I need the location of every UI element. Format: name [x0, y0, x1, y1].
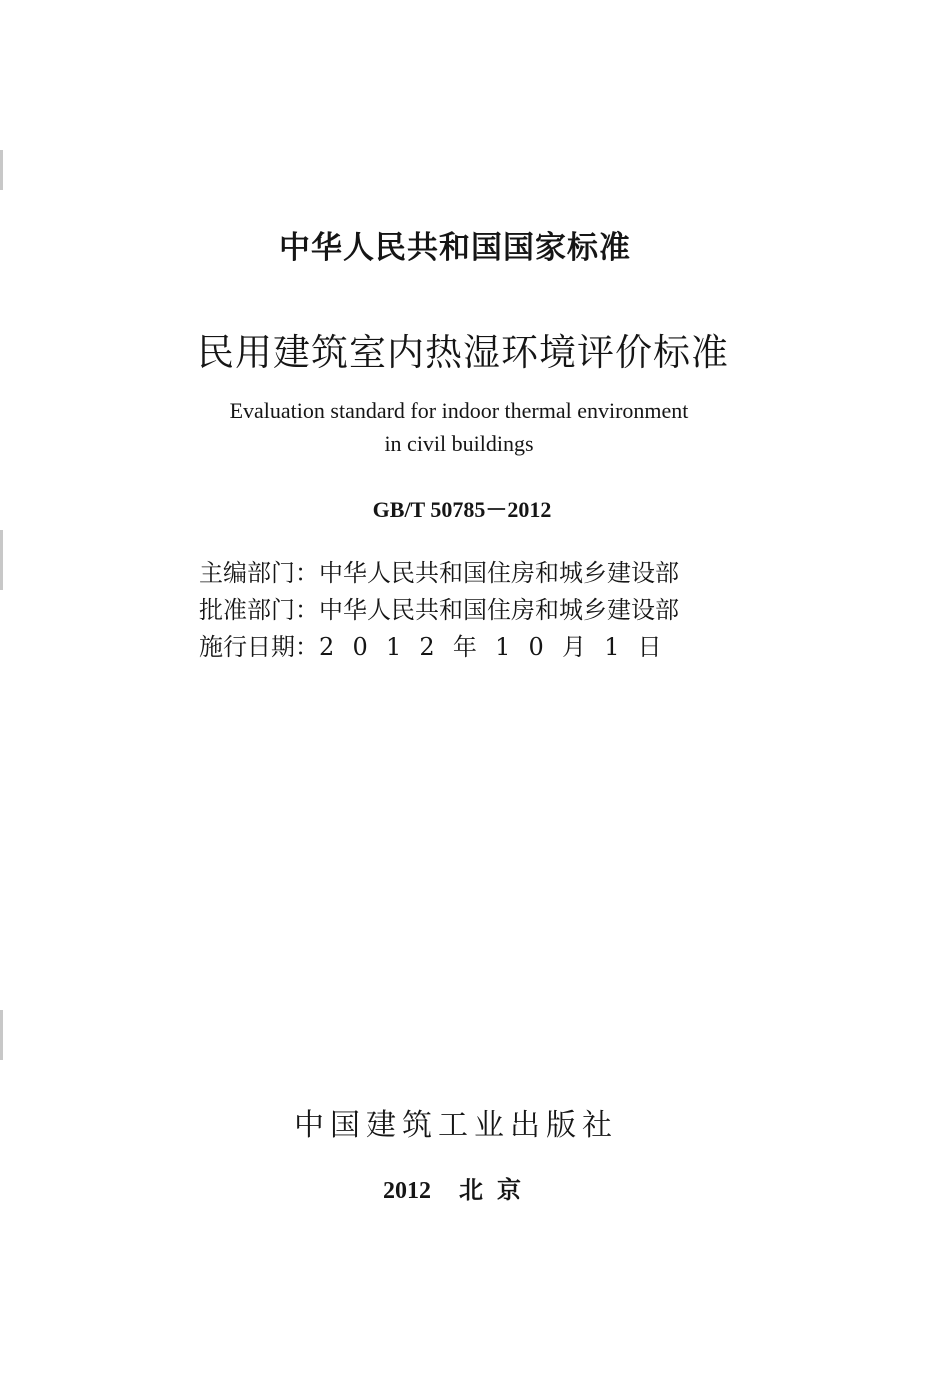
document-metadata — [199, 555, 680, 666]
approver-label: 批准部门： — [199, 596, 319, 624]
editor-value: 中华人民共和国住房和城乡建设部 — [319, 559, 679, 587]
publisher-name: 中国建筑工业出版社 — [294, 1108, 618, 1143]
approver-row — [199, 592, 680, 629]
document-title-english — [0, 394, 918, 460]
publication-place-year — [0, 1170, 918, 1205]
effective-date-value: 2012年10月1日 — [319, 633, 680, 661]
publication-year: 2012 — [383, 1178, 431, 1204]
english-title-line-1: Evaluation standard for indoor thermal environment — [229, 398, 689, 423]
scan-edge-mark — [0, 1010, 3, 1060]
document-title-chinese: 民用建筑室内热湿环境评价标准 — [197, 331, 729, 374]
publication-city: 北京 — [459, 1178, 535, 1204]
national-standard-heading: 中华人民共和国国家标准 — [279, 230, 631, 266]
editor-label: 主编部门： — [199, 559, 319, 587]
standard-number: GB/T 50785－2012 — [372, 497, 552, 522]
scan-edge-mark — [0, 530, 3, 590]
effective-date-label: 施行日期： — [199, 633, 319, 661]
english-title-line-2: in civil buildings — [384, 431, 534, 456]
approver-value: 中华人民共和国住房和城乡建设部 — [319, 596, 679, 624]
editor-row — [199, 555, 680, 592]
scan-edge-mark — [0, 150, 3, 190]
effective-date-row — [199, 629, 680, 666]
